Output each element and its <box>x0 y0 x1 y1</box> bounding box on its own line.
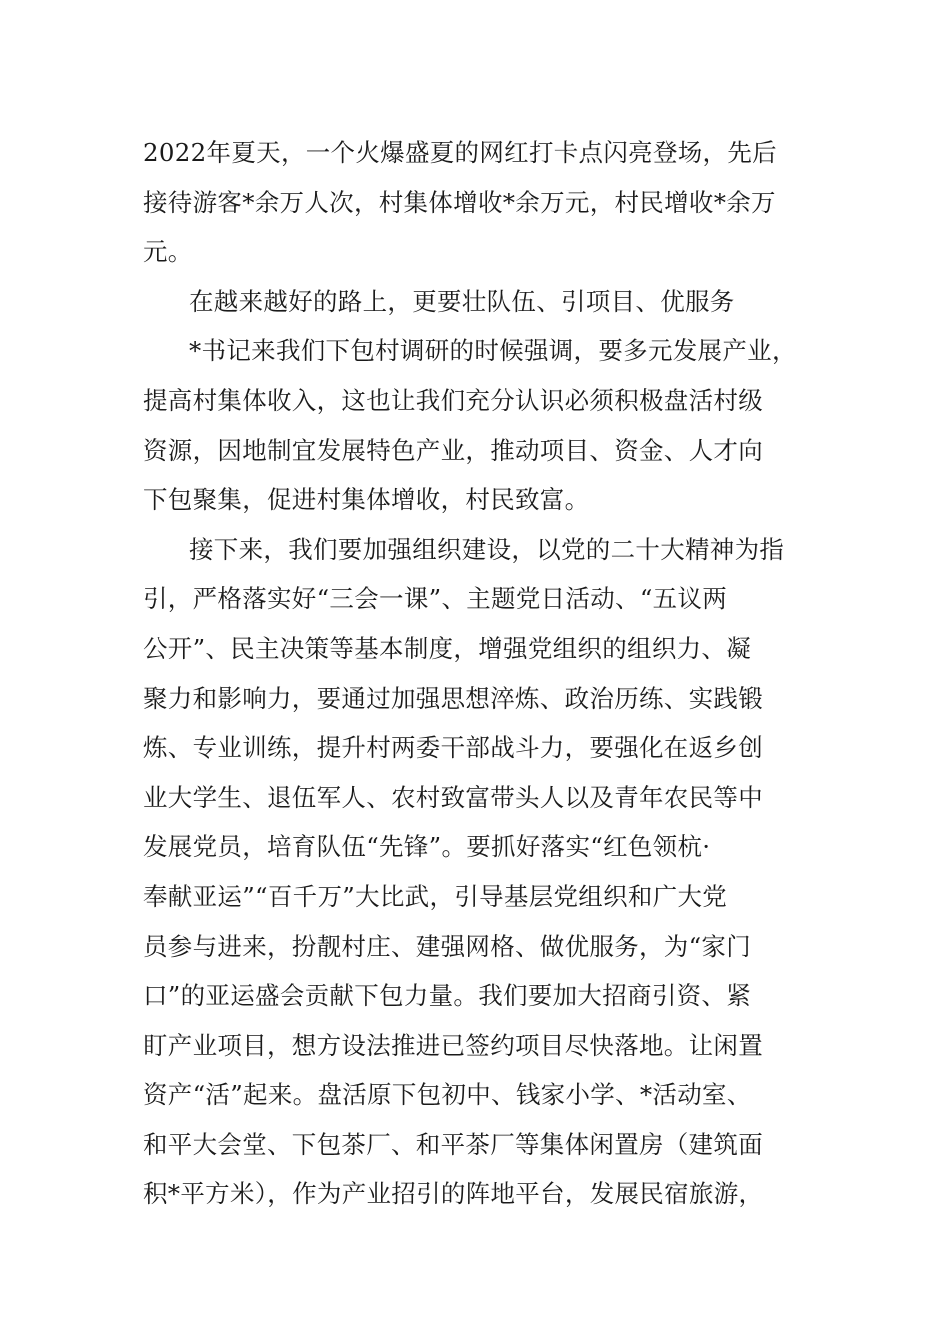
text-line: 聚力和影响力，要通过加强思想淬炼、政治历练、实践锻 <box>143 683 763 713</box>
text-line: 口”的亚运盛会贡献下包力量。我们要加大招商引资、紧 <box>143 981 752 1011</box>
section-heading: 在越来越好的路上，更要壮队伍、引项目、优服务 <box>189 286 735 316</box>
text-line: 奉献亚运”“百千万”大比武，引导基层党组织和广大党 <box>143 881 728 911</box>
text-line: *书记来我们下包村调研的时候强调，要多元发展产业， <box>189 336 797 366</box>
text-line: 引，严格落实好“三会一课”、主题党日活动、“五议两 <box>143 584 728 614</box>
text-line: 和平大会堂、下包茶厂、和平茶厂等集体闲置房（建筑面 <box>143 1129 763 1159</box>
text-line: 炼、专业训练，提升村两委干部战斗力，要强化在返乡创 <box>143 733 763 763</box>
text-line: 下包聚集，促进村集体增收，村民致富。 <box>143 485 590 515</box>
text-line: 发展党员，培育队伍“先锋”。要抓好落实“红色领杭· <box>143 832 711 862</box>
text-line: 资源，因地制宜发展特色产业，推动项目、资金、人才向 <box>143 435 763 465</box>
text-line: 资产“活”起来。盘活原下包初中、钱家小学、*活动室、 <box>143 1080 752 1110</box>
text-line: 员参与进来，扮靓村庄、建强网格、做优服务，为“家门 <box>143 931 752 961</box>
text-line: 2022年夏天，一个火爆盛夏的网红打卡点闪亮登场，先后 <box>143 138 777 167</box>
text-line: 元。 <box>143 237 193 267</box>
text-line: 盯产业项目，想方设法推进已签约项目尽快落地。让闲置 <box>143 1030 763 1060</box>
text-line: 积*平方米），作为产业招引的阵地平台，发展民宿旅游， <box>143 1179 764 1209</box>
body-text <box>143 128 813 1219</box>
text-line: 业大学生、退伍军人、农村致富带头人以及青年农民等中 <box>143 782 763 812</box>
text-line: 提高村集体收入，这也让我们充分认识必须积极盘活村级 <box>143 385 763 415</box>
text-line: 公开”、民主决策等基本制度，增强党组织的组织力、凝 <box>143 633 752 663</box>
text-line: 接待游客*余万人次，村集体增收*余万元，村民增收*余万 <box>143 187 776 217</box>
text-line: 接下来，我们要加强组织建设，以党的二十大精神为指 <box>189 534 785 564</box>
